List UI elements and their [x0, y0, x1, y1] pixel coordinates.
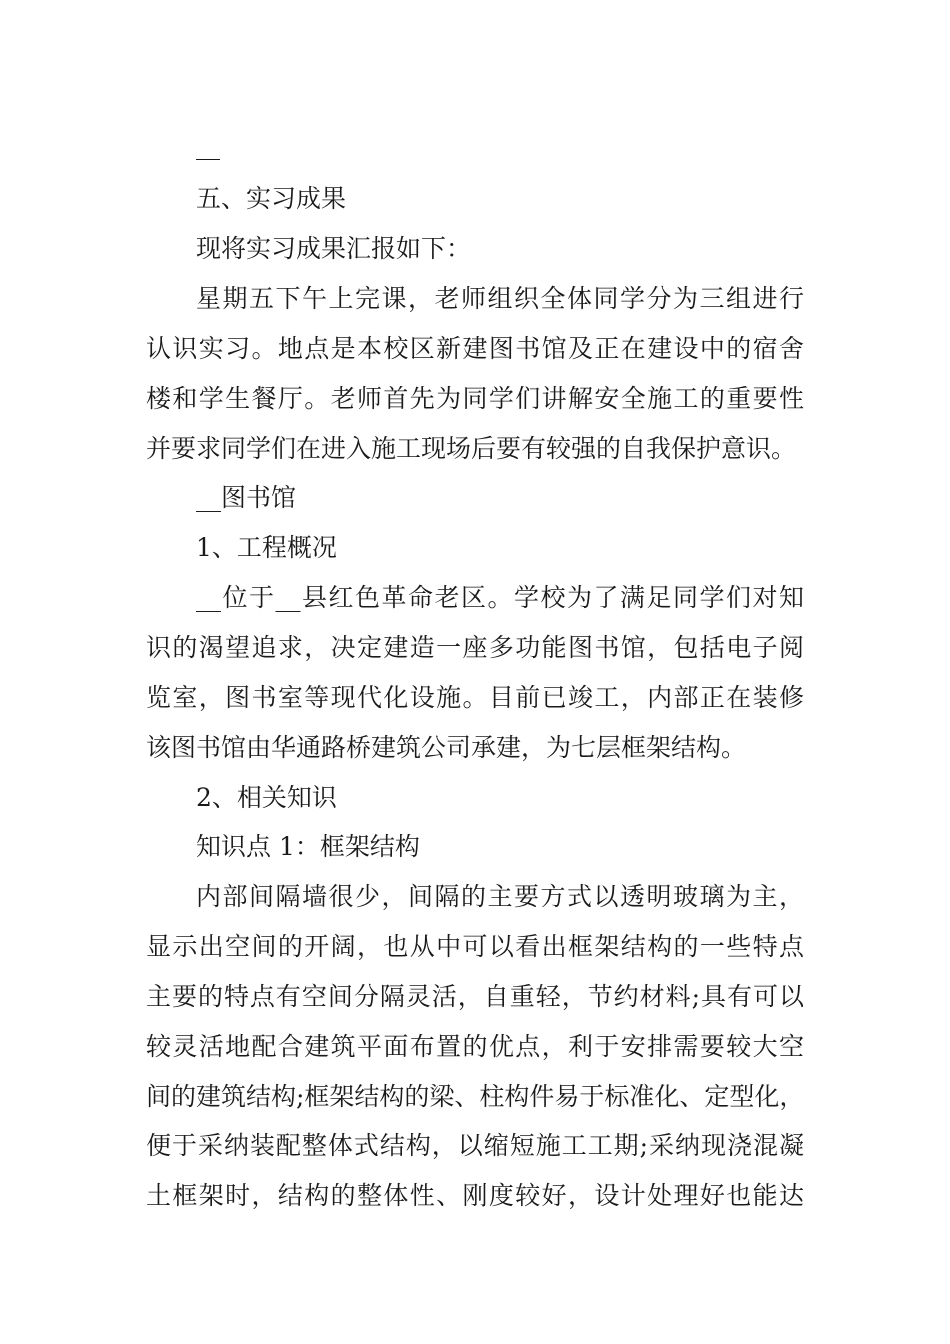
paragraph-line: 内部间隔墙很少，间隔的主要方式以透明玻璃为主，	[196, 882, 804, 911]
subheading-library: __图书馆	[196, 483, 297, 512]
paragraph-line: 并要求同学们在进入施工现场后要有较强的自我保护意识。	[146, 434, 797, 463]
section-heading: 五、实习成果	[196, 184, 347, 213]
subheading-overview: 1、工程概况	[196, 533, 337, 562]
paragraph-line: 土框架时，结构的整体性、刚度较好，设计处理好也能达	[146, 1181, 804, 1210]
paragraph-line: 较灵活地配合建筑平面布置的优点，利于安排需要较大空	[146, 1032, 804, 1061]
paragraph-line: 该图书馆由华通路桥建筑公司承建，为七层框架结构。	[146, 733, 747, 762]
paragraph-line: 主要的特点有空间分隔灵活，自重轻，节约材料;具有可以	[146, 982, 804, 1011]
paragraph-line: 认识实习。地点是本校区新建图书馆及正在建设中的宿舍	[146, 334, 804, 363]
subheading-knowledge: 2、相关知识	[196, 783, 337, 812]
paragraph-line: 识的渴望追求，决定建造一座多功能图书馆，包括电子阅	[146, 633, 804, 662]
paragraph-line: 览室，图书室等现代化设施。目前已竣工，内部正在装修	[146, 683, 804, 712]
paragraph-line: 楼和学生餐厅。老师首先为同学们讲解安全施工的重要性	[146, 384, 804, 413]
top-dash-mark	[196, 159, 220, 160]
paragraph-line: 显示出空间的开阔，也从中可以看出框架结构的一些特点	[146, 932, 804, 961]
intro-line: 现将实习成果汇报如下：	[196, 234, 472, 263]
paragraph-line: 星期五下午上完课，老师组织全体同学分为三组进行	[196, 284, 804, 313]
paragraph-line: __位于__县红色革命老区。学校为了满足同学们对知	[196, 583, 804, 612]
paragraph-line: 便于采纳装配整体式结构，以缩短施工工期;采纳现浇混凝	[146, 1131, 804, 1160]
knowledge-point-title: 知识点 1：框架结构	[196, 832, 420, 861]
paragraph-line: 间的建筑结构;框架结构的梁、柱构件易于标准化、定型化，	[146, 1082, 805, 1111]
